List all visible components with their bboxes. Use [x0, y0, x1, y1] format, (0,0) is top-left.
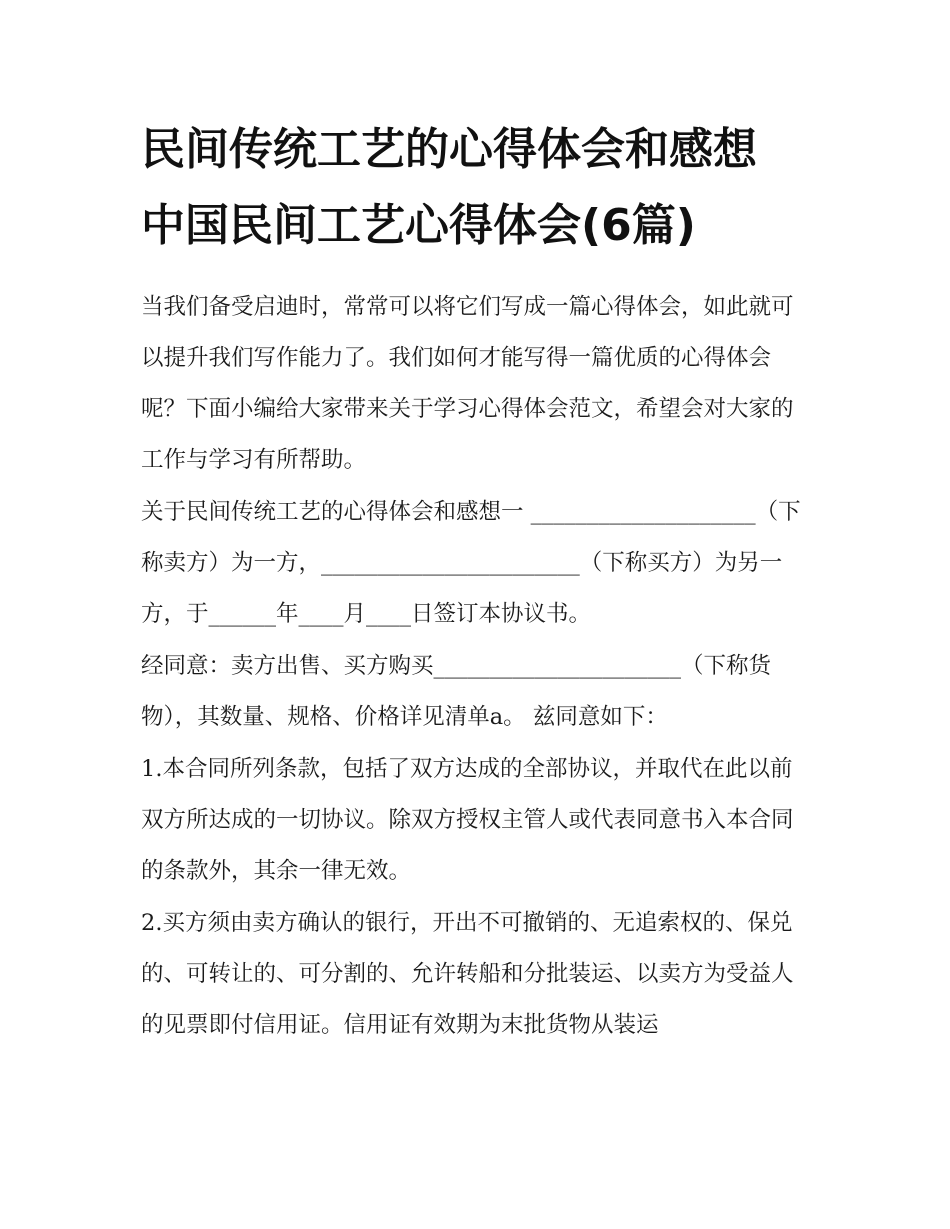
paragraph-intro: 当我们备受启迪时，常常可以将它们写成一篇心得体会，如此就可以提升我们写作能力了。我们如何才能写得一篇优质的心得体会呢？下面小编给大家带来关于学习心得体会范文，希望会对大家的工作与学习有所帮助。 [141, 294, 794, 473]
paragraph-clause-1: 1.本合同所列条款，包括了双方达成的全部协议，并取代在此以前双方所达成的一切协议。除双方授权主管人或代表同意书入本合同的条款外，其余一律无效。 [141, 756, 794, 884]
paragraph-goods: 经同意：卖方出售、买方购买______________________（下称货物），其数量、规格、价格详见清单a。 兹同意如下： [141, 653, 772, 730]
paragraph-clause-2: 2.买方须由卖方确认的银行，开出不可撤销的、无追索权的、保兑的、可转让的、可分割的、允许转船和分批装运、以卖方为受益人的见票即付信用证。信用证有效期为末批货物从装运 [141, 910, 794, 1038]
paragraph-agreement-parties: 关于民间传统工艺的心得体会和感想一 ____________________（下称卖方）为一方，_______________________（下称买方）为另一方，于______年____月____日签订本协议书。 [141, 499, 801, 627]
document-title: 民间传统工艺的心得体会和感想 中国民间工艺心得体会(6篇) [141, 124, 757, 251]
